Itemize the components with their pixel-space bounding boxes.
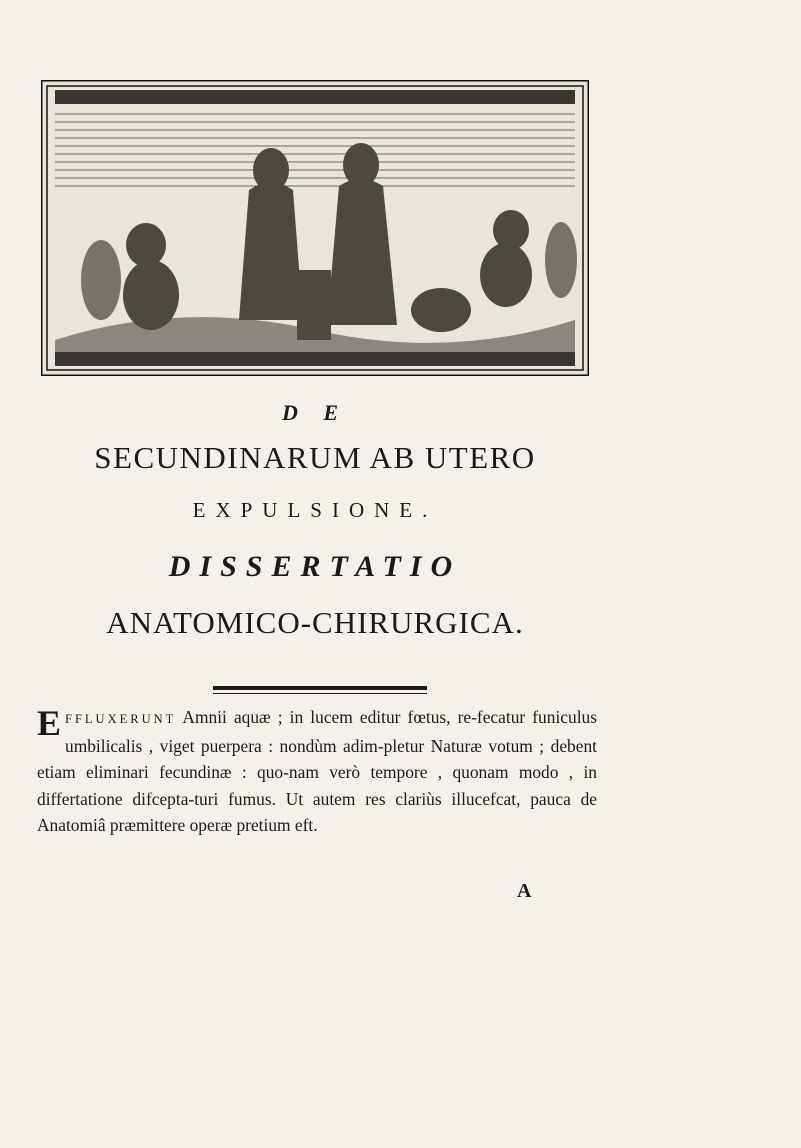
heading-title: SECUNDINARUM AB UTERO xyxy=(94,440,536,475)
frontispiece-engraving xyxy=(41,80,589,376)
decorative-rule xyxy=(213,686,427,694)
paragraph-text: Amnii aquæ ; in lucem editur fœtus, re-fecatur funiculus umbilicalis , viget puerpera : nondùm adim-pletur Naturæ votum ; debent etiam eliminari fecundinæ : quo-nam verò tempore , quonam modo , in differtatione difcepta-turi fumus. Ut autem res clariùs illucefcat, pauca de Anatomiâ præmittere operæ pretium eft. xyxy=(37,707,597,836)
body-paragraph xyxy=(37,704,597,839)
heading-anatomico: ANATOMICO-CHIRURGICA. xyxy=(106,605,524,640)
heading-de: D E xyxy=(281,400,349,425)
engraving-illustration xyxy=(41,80,589,376)
catchword: A xyxy=(517,880,532,902)
opening-word: FFLUXERUNT xyxy=(65,712,177,726)
heading-expulsione: EXPULSIONE. xyxy=(192,498,438,522)
drop-initial: E xyxy=(37,703,62,743)
heading-dissertatio: DISSERTATIO xyxy=(168,550,462,583)
